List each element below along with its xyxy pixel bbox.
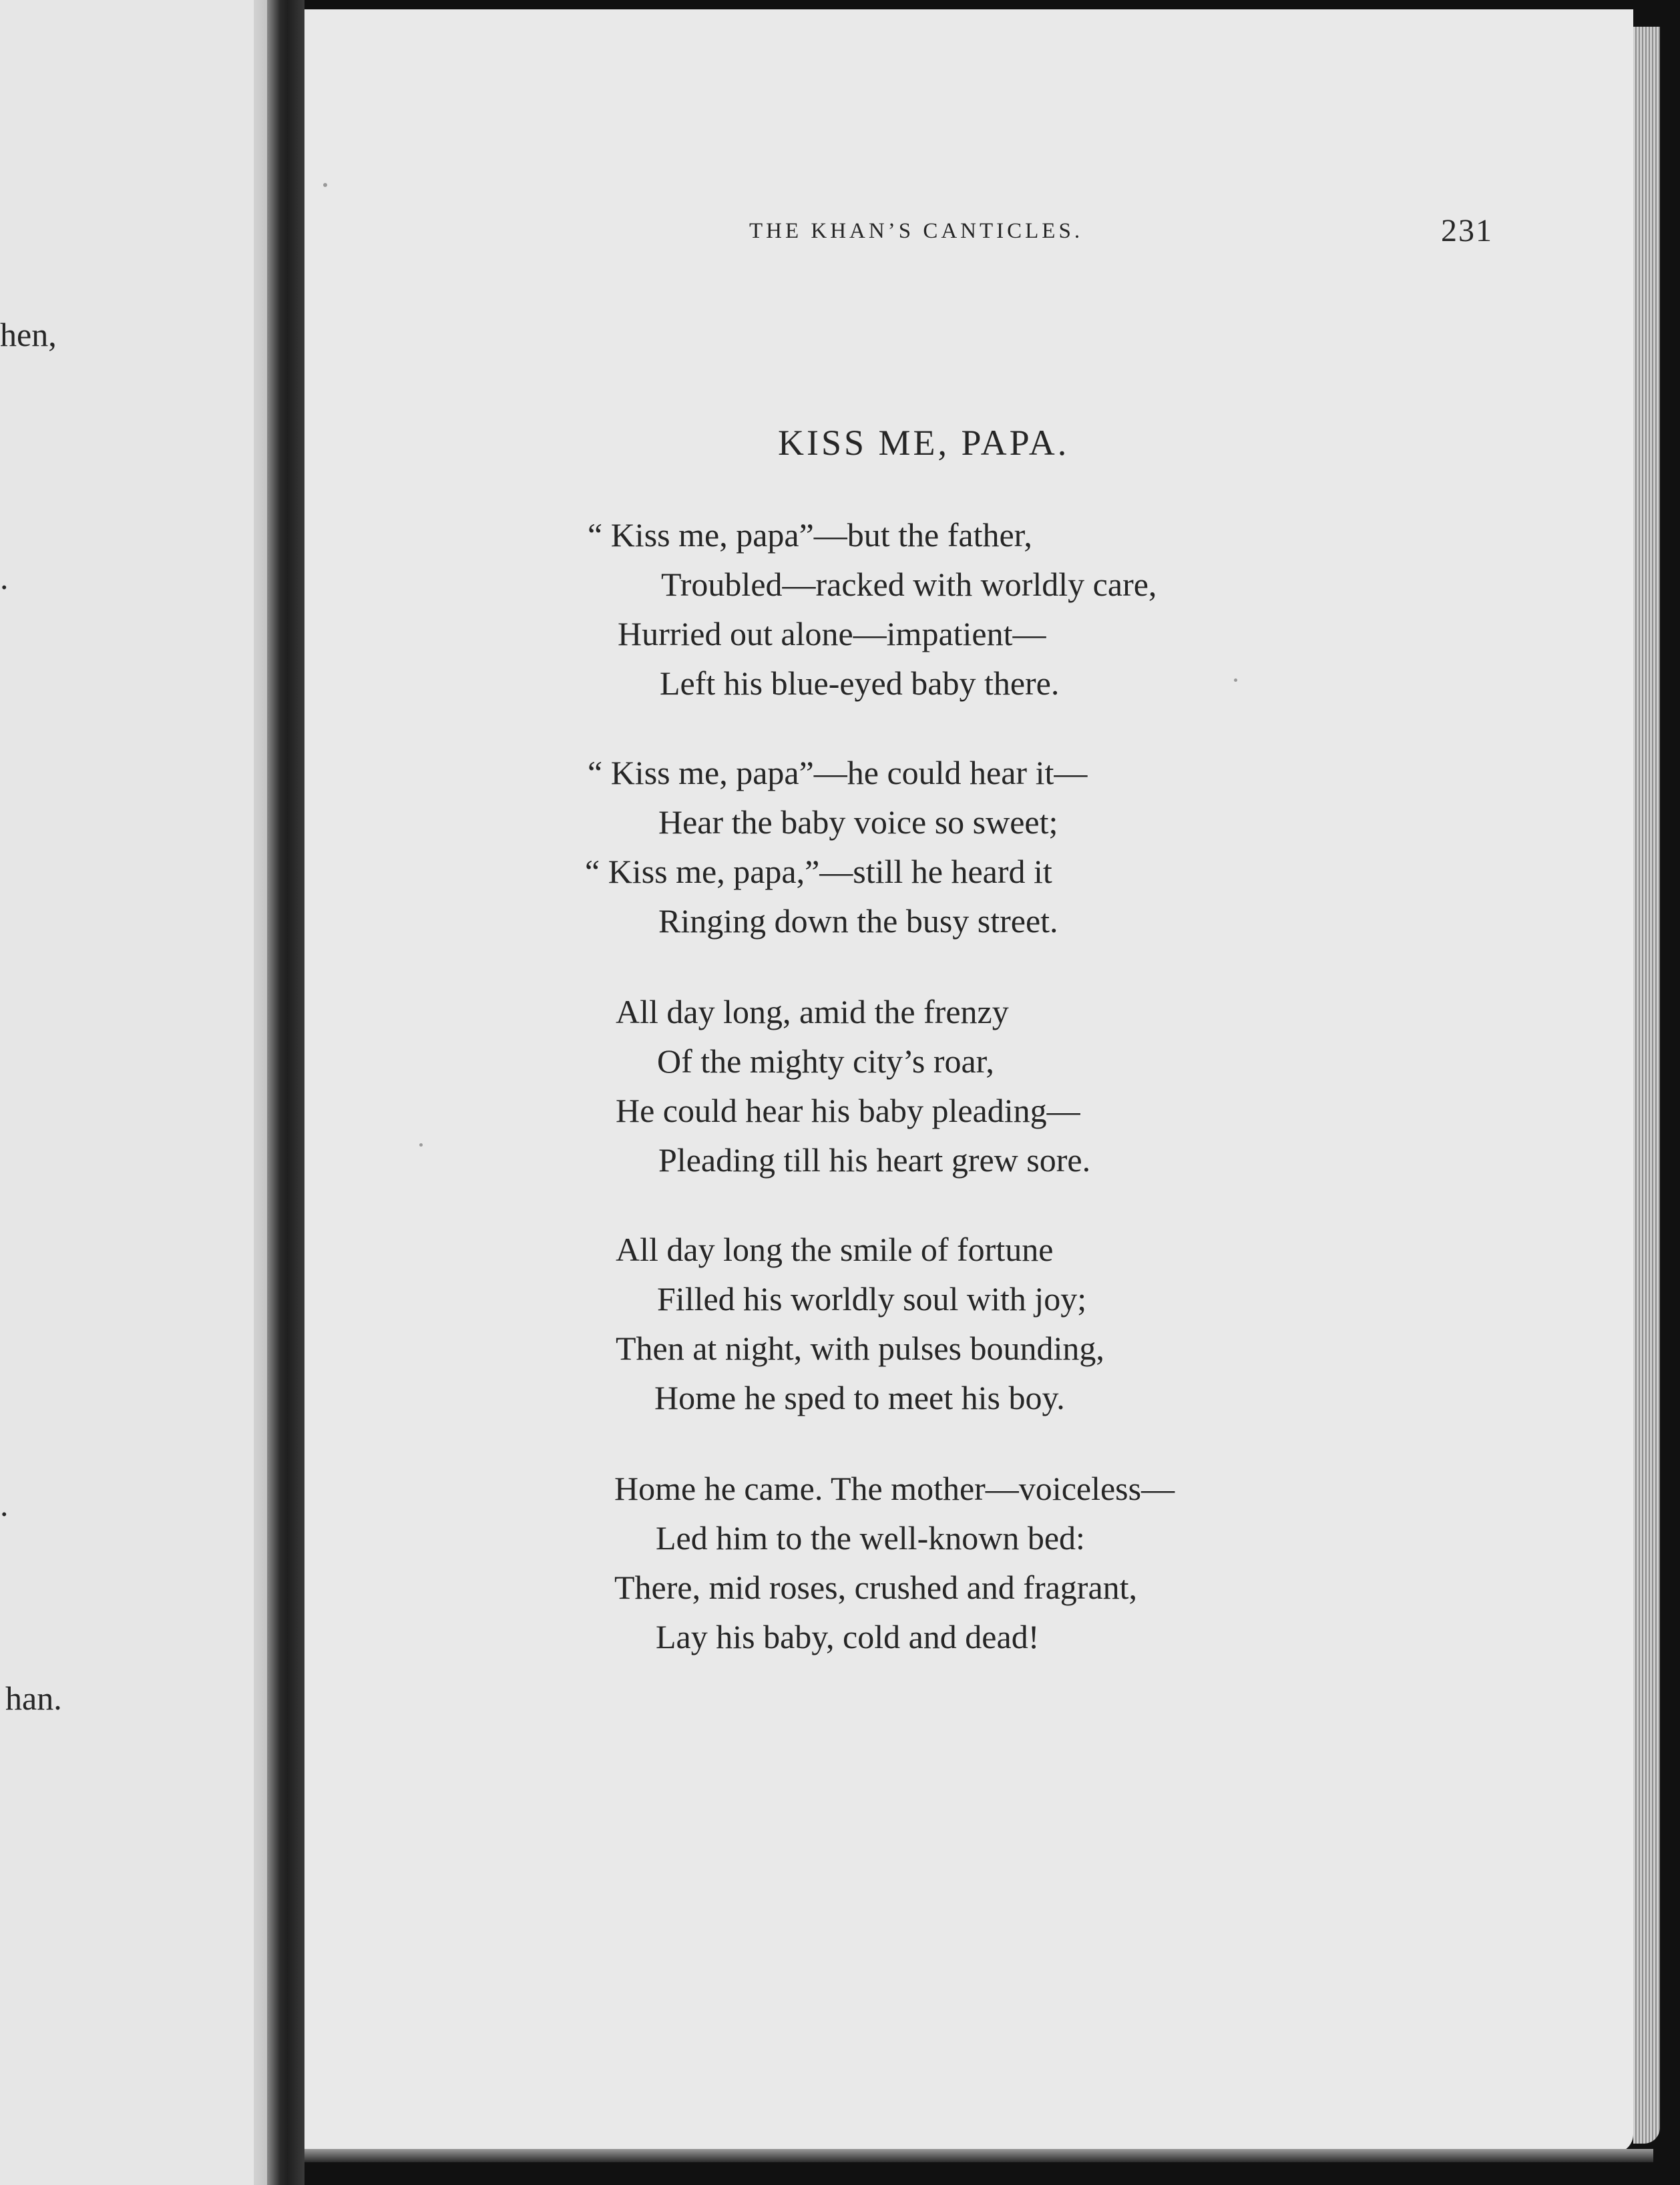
poem-line: Ringing down the busy street. [658, 902, 1058, 940]
poem-line: Home he sped to meet his boy. [654, 1379, 1065, 1416]
left-page-fragment: . [0, 1486, 9, 1523]
right-page [304, 9, 1633, 2153]
left-page [0, 0, 267, 2185]
poem-line: Led him to the well-known bed: [656, 1519, 1085, 1557]
poem-line: Filled his worldly soul with joy; [657, 1280, 1087, 1318]
poem-title: KISS ME, PAPA. [778, 423, 1070, 463]
scan-speck [419, 1143, 423, 1147]
poem-line: Left his blue-eyed baby there. [660, 664, 1060, 702]
book-gutter [267, 0, 304, 2185]
poem-line: Of the mighty city’s roar, [657, 1042, 994, 1080]
poem-line: “ Kiss me, papa”—he could hear it— [588, 754, 1088, 791]
poem-line: He could hear his baby pleading— [616, 1092, 1080, 1129]
poem-line: Hurried out alone—impatient— [618, 615, 1046, 652]
poem-line: Lay his baby, cold and dead! [656, 1618, 1040, 1655]
running-title: THE KHAN’S CANTICLES. [749, 219, 1084, 243]
poem-line: There, mid roses, crushed and fragrant, [614, 1569, 1138, 1606]
poem-line: Then at night, with pulses bounding, [616, 1330, 1104, 1367]
scan-speck [323, 183, 327, 187]
page-edges [1633, 27, 1660, 2144]
scan-speck [1234, 678, 1237, 682]
left-page-fragment: . [0, 559, 9, 596]
poem-line: “ Kiss me, papa”—but the father, [588, 516, 1032, 554]
poem-line: Home he came. The mother—voiceless— [614, 1470, 1175, 1507]
poem-line: “ Kiss me, papa,”—still he heard it [585, 853, 1052, 890]
left-page-fragment: hen, [0, 316, 57, 353]
page-bottom-shadow [304, 2149, 1653, 2162]
left-page-fragment: han. [5, 1679, 62, 1717]
poem-line: All day long, amid the frenzy [616, 993, 1009, 1030]
poem-line: Hear the baby voice so sweet; [658, 803, 1058, 841]
page-number: 231 [1441, 213, 1493, 248]
poem-line: Troubled—racked with worldly care, [661, 566, 1157, 603]
poem-line: Pleading till his heart grew sore. [658, 1141, 1091, 1179]
poem-line: All day long the smile of fortune [616, 1231, 1054, 1268]
